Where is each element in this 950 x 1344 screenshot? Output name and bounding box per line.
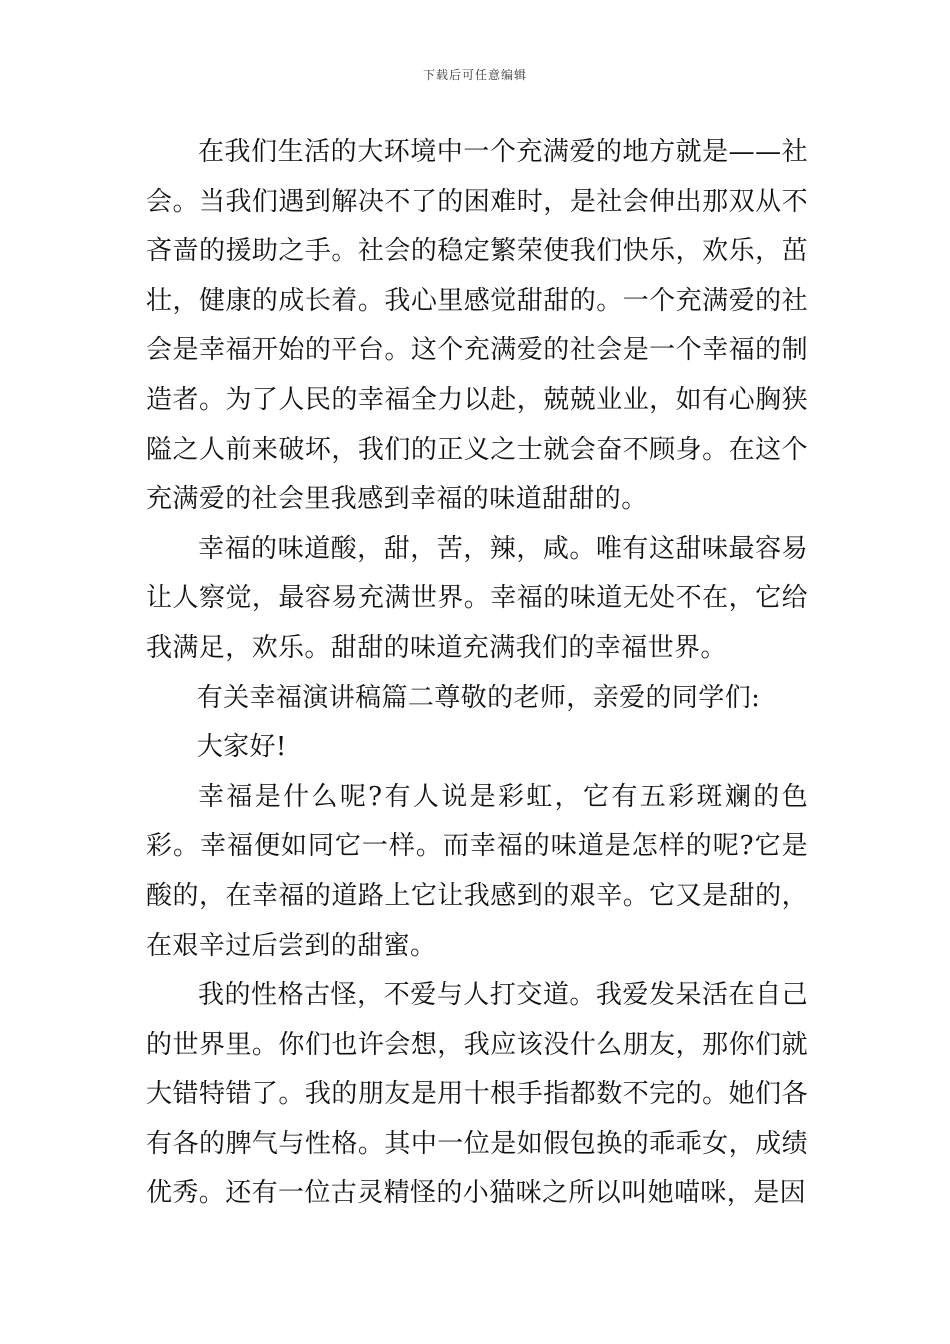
document-body — [146, 128, 808, 1219]
paragraph-3: 有关幸福演讲稿篇二尊敬的老师，亲爱的同学们: — [196, 682, 761, 713]
paragraph-5: 幸福是什么呢?有人说是彩虹，它有五彩斑斓的色彩。幸福便如同它一样。而幸福的味道是怎样的呢?它是酸的，在幸福的道路上它让我感到的艰辛。它又是甜的，在艰辛过后尝到的甜蜜。 — [146, 781, 808, 961]
page-header: 下载后可任意编辑 — [422, 68, 527, 82]
paragraph-4: 大家好! — [196, 732, 287, 763]
paragraph-6: 我的性格古怪，不爱与人打交道。我爱发呆活在自己的世界里。你们也许会想，我应该没什么朋友，那你们就大错特错了。我的朋友是用十根手指都数不完的。她们各有各的脾气与性格。其中一位是如假包换的乖乖女，成绩优秀。还有一位古灵精怪的小猫咪之所以叫她喵咪，是因 — [146, 980, 808, 1209]
paragraph-1: 在我们生活的大环境中一个充满爱的地方就是——社会。当我们遇到解决不了的困难时，是社会伸出那双从不吝啬的援助之手。社会的稳定繁荣使我们快乐，欢乐，茁壮，健康的成长着。我心里感觉甜甜的。一个充满爱的社会是幸福开始的平台。这个充满爱的社会是一个幸福的制造者。为了人民的幸福全力以赴，兢兢业业，如有心胸狭隘之人前来破坏，我们的正义之士就会奋不顾身。在这个充满爱的社会里我感到幸福的味道甜甜的。 — [146, 137, 808, 515]
paragraph-2: 幸福的味道酸，甜，苦，辣，咸。唯有这甜味最容易让人察觉，最容易充满世界。幸福的味道无处不在，它给我满足，欢乐。甜甜的味道充满我们的幸福世界。 — [146, 533, 808, 663]
